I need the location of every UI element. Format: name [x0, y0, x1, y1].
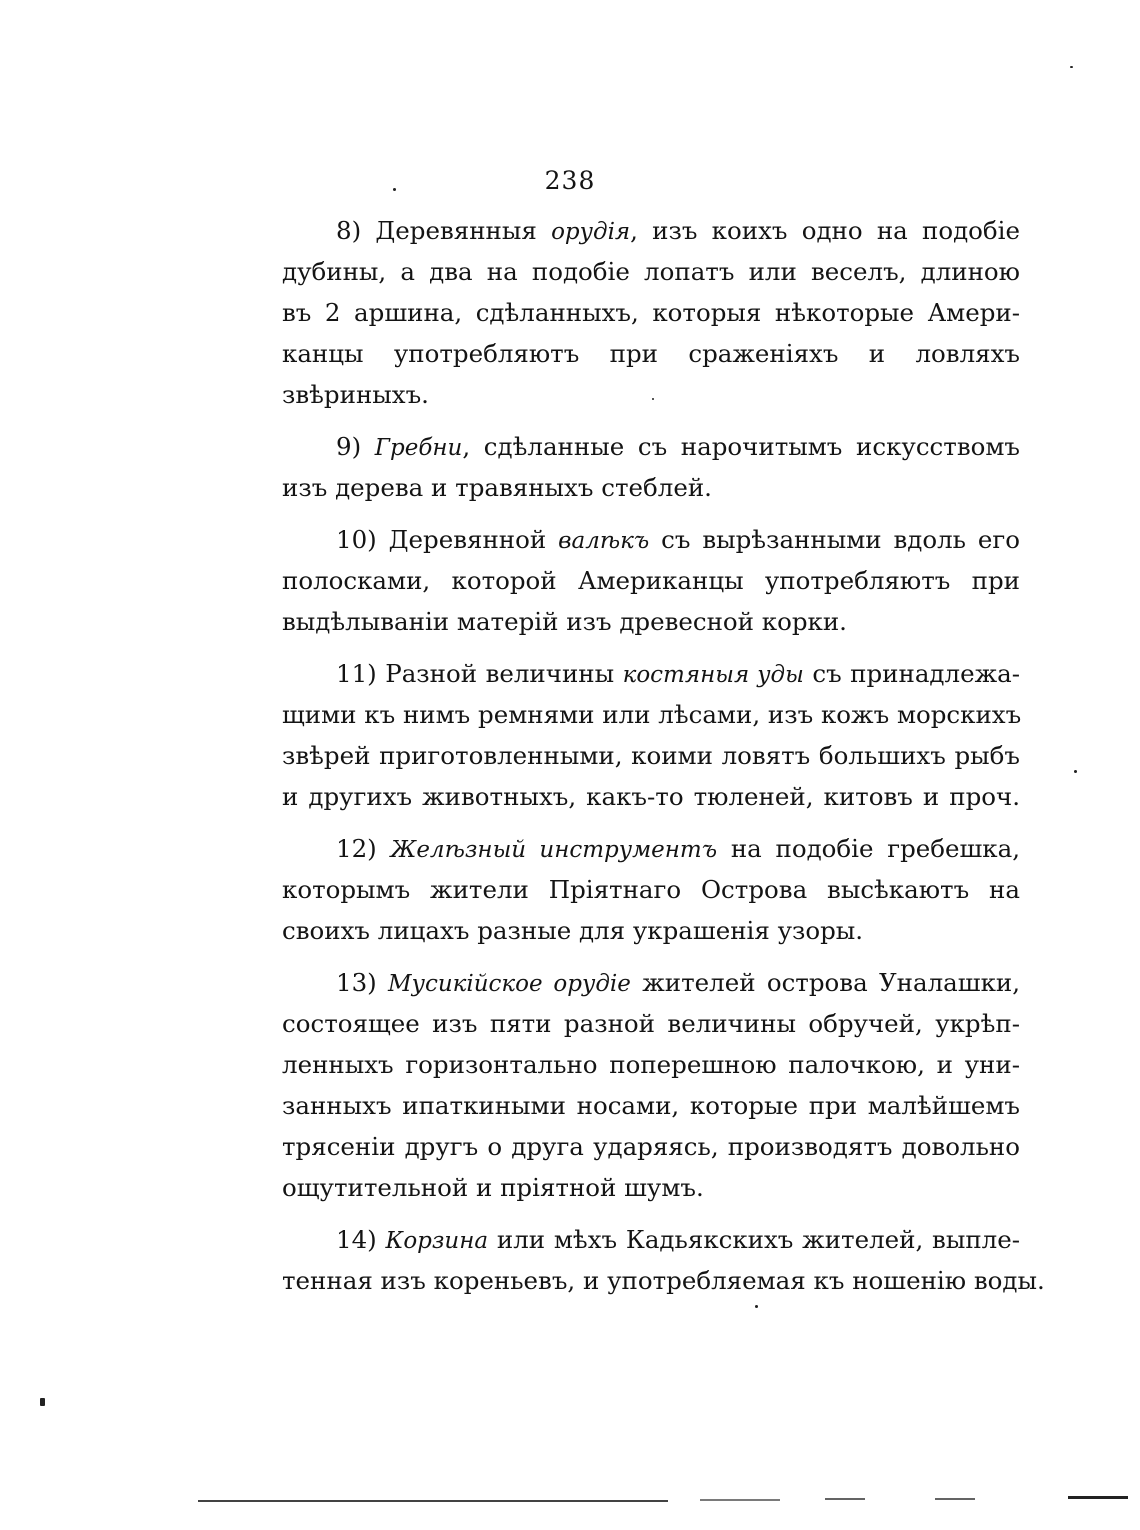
scan-edge-line — [700, 1499, 780, 1501]
scan-edge-line — [935, 1498, 975, 1500]
scan-speck — [1074, 770, 1077, 773]
italic-term: Желѣзный инструментъ — [390, 837, 718, 863]
text-line: тенная изъ кореньевъ, и употребляемая къ ношенію воды. — [282, 1266, 1045, 1295]
scan-edge-line — [825, 1498, 865, 1500]
italic-term: Мусикійское орудіе — [388, 971, 631, 997]
text-line: ощутительной и пріятной шумъ. — [282, 1173, 704, 1202]
text-line: дубины, а два на подобіе лопатъ или веселъ, длиною — [282, 257, 1020, 286]
text-line: полосками, которой Американцы употребляютъ при — [282, 566, 1020, 595]
text-line: звѣрей приготовленными, коими ловятъ большихъ рыбъ — [282, 741, 1020, 770]
italic-term: костяныя уды — [622, 662, 804, 688]
text-line: которымъ жители Пріятнаго Острова высѣкаютъ на — [282, 875, 1020, 904]
text-line: 13) Мусикійское орудіе жителей острова Уналашки, — [336, 968, 1020, 997]
body-text — [282, 210, 1045, 1312]
text-line: и другихъ животныхъ, какъ-то тюленей, китовъ и проч. — [282, 782, 1020, 811]
paragraph-item-11 — [282, 653, 1020, 817]
paragraph-item-8 — [282, 210, 1020, 415]
italic-term: орудія — [551, 219, 631, 245]
italic-term: Гребни — [374, 435, 463, 461]
text-line: 8) Деревянныя орудія, изъ коихъ одно на подобіе — [336, 216, 1021, 245]
paragraph-item-12 — [282, 828, 1020, 951]
scan-edge-line — [1068, 1496, 1128, 1499]
paragraph-item-13 — [282, 962, 1020, 1208]
page-number: 238 — [544, 166, 596, 195]
scan-speck — [40, 1398, 45, 1406]
text-line: трясеніи другъ о друга ударяясь, производятъ довольно — [282, 1132, 1020, 1161]
text-line: 12) Желѣзный инструментъ на подобіе гребешка, — [336, 834, 1020, 863]
text-line: щими къ нимъ ремнями или лѣсами, изъ кожъ морскихъ — [282, 700, 1022, 729]
scan-speck — [1070, 66, 1073, 68]
paragraph-item-10 — [282, 519, 1020, 642]
scan-speck — [755, 1305, 758, 1308]
text-line: выдѣлываніи матерій изъ древесной корки. — [282, 607, 847, 636]
text-line: своихъ лицахъ разные для украшенія узоры. — [282, 916, 864, 945]
text-line: 10) Деревянной валѣкъ съ вырѣзанными вдоль его — [336, 525, 1021, 554]
italic-term: Корзина — [385, 1228, 489, 1254]
text-line: занныхъ ипаткиными носами, которые при малѣйшемъ — [282, 1091, 1020, 1120]
paragraph-item-9 — [282, 426, 1020, 508]
text-line: въ 2 аршина, сдѣланныхъ, которыя нѣкоторые Амери- — [282, 298, 1020, 327]
scan-speck — [652, 398, 654, 400]
text-line: 9) Гребни, сдѣланные съ нарочитымъ искусствомъ — [336, 432, 1021, 461]
text-line: 11) Разной величины костяныя уды съ принадлежа- — [336, 659, 1020, 688]
scan-edge-line — [198, 1500, 668, 1502]
text-line: канцы употребляютъ при сраженіяхъ и ловляхъ — [282, 339, 1020, 368]
text-line: состоящее изъ пяти разной величины обручей, укрѣп- — [282, 1009, 1020, 1038]
paragraph-item-14 — [282, 1219, 1045, 1301]
italic-term: валѣкъ — [558, 528, 650, 554]
text-line: звѣриныхъ. — [282, 380, 429, 409]
scan-speck — [393, 188, 396, 191]
text-line: ленныхъ горизонтально поперешною палочкою, и уни- — [282, 1050, 1020, 1079]
text-line: изъ дерева и травяныхъ стеблей. — [282, 473, 712, 502]
text-line: 14) Корзина или мѣхъ Кадьякскихъ жителей, выпле- — [336, 1225, 1020, 1254]
